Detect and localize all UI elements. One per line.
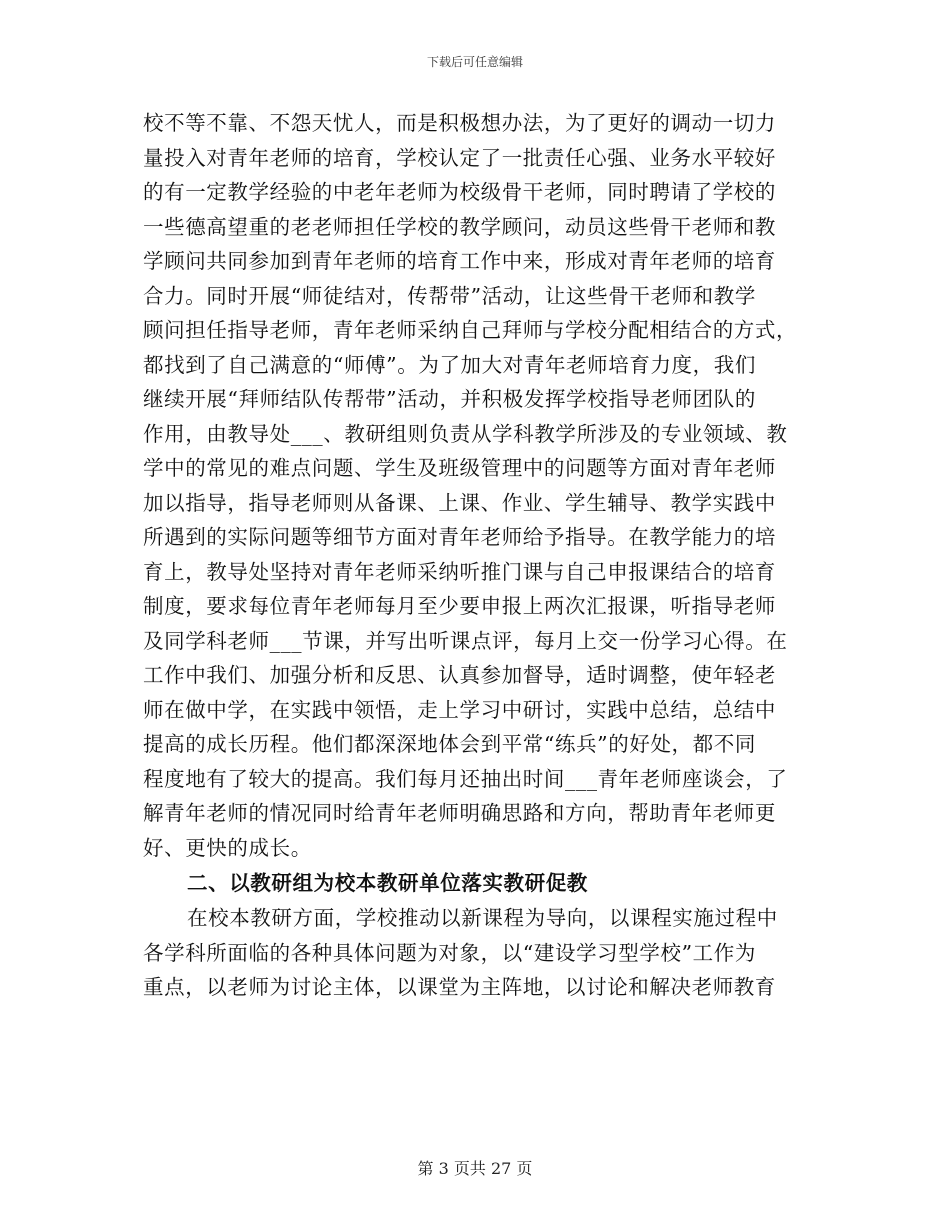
page-footer: 第 3 页共 27 页 — [417, 1159, 533, 1178]
text-line: 所遇到的实际问题等细节方面对青年老师给予指导。在教学能力的培 — [143, 525, 776, 549]
text-line: 师在做中学，在实践中领悟，走上学习中研讨，实践中总结，总结中 — [143, 697, 776, 722]
text-line: 加以指导，指导老师则从备课、上课、作业、学生辅导、教学实践中 — [143, 490, 776, 515]
text-line: 继续开展“拜师结队传帮带”活动，并积极发挥学校指导老师团队的 — [143, 387, 756, 411]
text-line: 作用，由教导处___、教研组则负责从学科教学所涉及的专业领域、教 — [143, 421, 788, 446]
text-line: 各学科所面临的各种具体问题为对象，以“建设学习型学校”工作为 — [143, 940, 756, 965]
text-line: 重点，以老师为讨论主体，以课堂为主阵地，以讨论和解决老师教育 — [143, 975, 776, 999]
text-line: 的有一定教学经验的中老年老师为校级骨干老师，同时聘请了学校的 — [143, 180, 776, 204]
text-line: 提高的成长历程。他们都深深地体会到平常“练兵”的好处，都不同 — [143, 732, 756, 756]
text-line: 好、更快的成长。 — [143, 835, 312, 860]
text-line: 一些德高望重的老老师担任学校的教学顾问，动员这些骨干老师和教 — [143, 214, 776, 239]
text-line: 工作中我们、加强分析和反思、认真参加督导，适时调整，使年轻老 — [143, 663, 776, 687]
text-line: 及同学科老师___节课，并写出听课点评，每月上交一份学习心得。在 — [143, 628, 788, 653]
page-header: 下载后可任意编辑 — [426, 55, 523, 69]
text-line: 都找到了自己满意的“师傅”。为了加大对青年老师培育力度，我们 — [143, 352, 756, 377]
text-line: 育上，教导处坚持对青年老师采纳听推门课与自己申报课结合的培育 — [143, 559, 776, 584]
text-line: 学顾问共同参加到青年老师的培育工作中来，形成对青年老师的培育 — [143, 249, 776, 273]
text-line: 程度地有了较大的提高。我们每月还抽出时间___青年老师座谈会，了 — [143, 766, 788, 791]
text-line: 校不等不靠、不怨天忧人，而是积极想办法，为了更好的调动一切力 — [143, 111, 776, 135]
paragraph-1 — [143, 106, 807, 865]
document-body — [143, 106, 807, 1005]
text-line: 在校本教研方面，学校推动以新课程为导向，以课程实施过程中 — [187, 906, 778, 930]
text-line: 合力。同时开展“师徒结对，传帮带”活动，让这些骨干老师和教学 — [143, 283, 756, 308]
text-line: 量投入对青年老师的培育，学校认定了一批责任心强、业务水平较好 — [143, 145, 776, 170]
section-heading: 二、以教研组为校本教研单位落实教研促教 — [187, 871, 588, 895]
text-line: 解青年老师的情况同时给青年老师明确思路和方向，帮助青年老师更 — [143, 801, 776, 825]
text-line: 学中的常见的难点问题、学生及班级管理中的问题等方面对青年老师 — [143, 456, 776, 480]
text-line: 制度，要求每位青年老师每月至少要申报上两次汇报课，听指导老师 — [143, 594, 776, 618]
text-line: 顾问担任指导老师，青年老师采纳自己拜师与学校分配相结合的方式， — [143, 318, 798, 342]
paragraph-2 — [143, 901, 807, 1005]
